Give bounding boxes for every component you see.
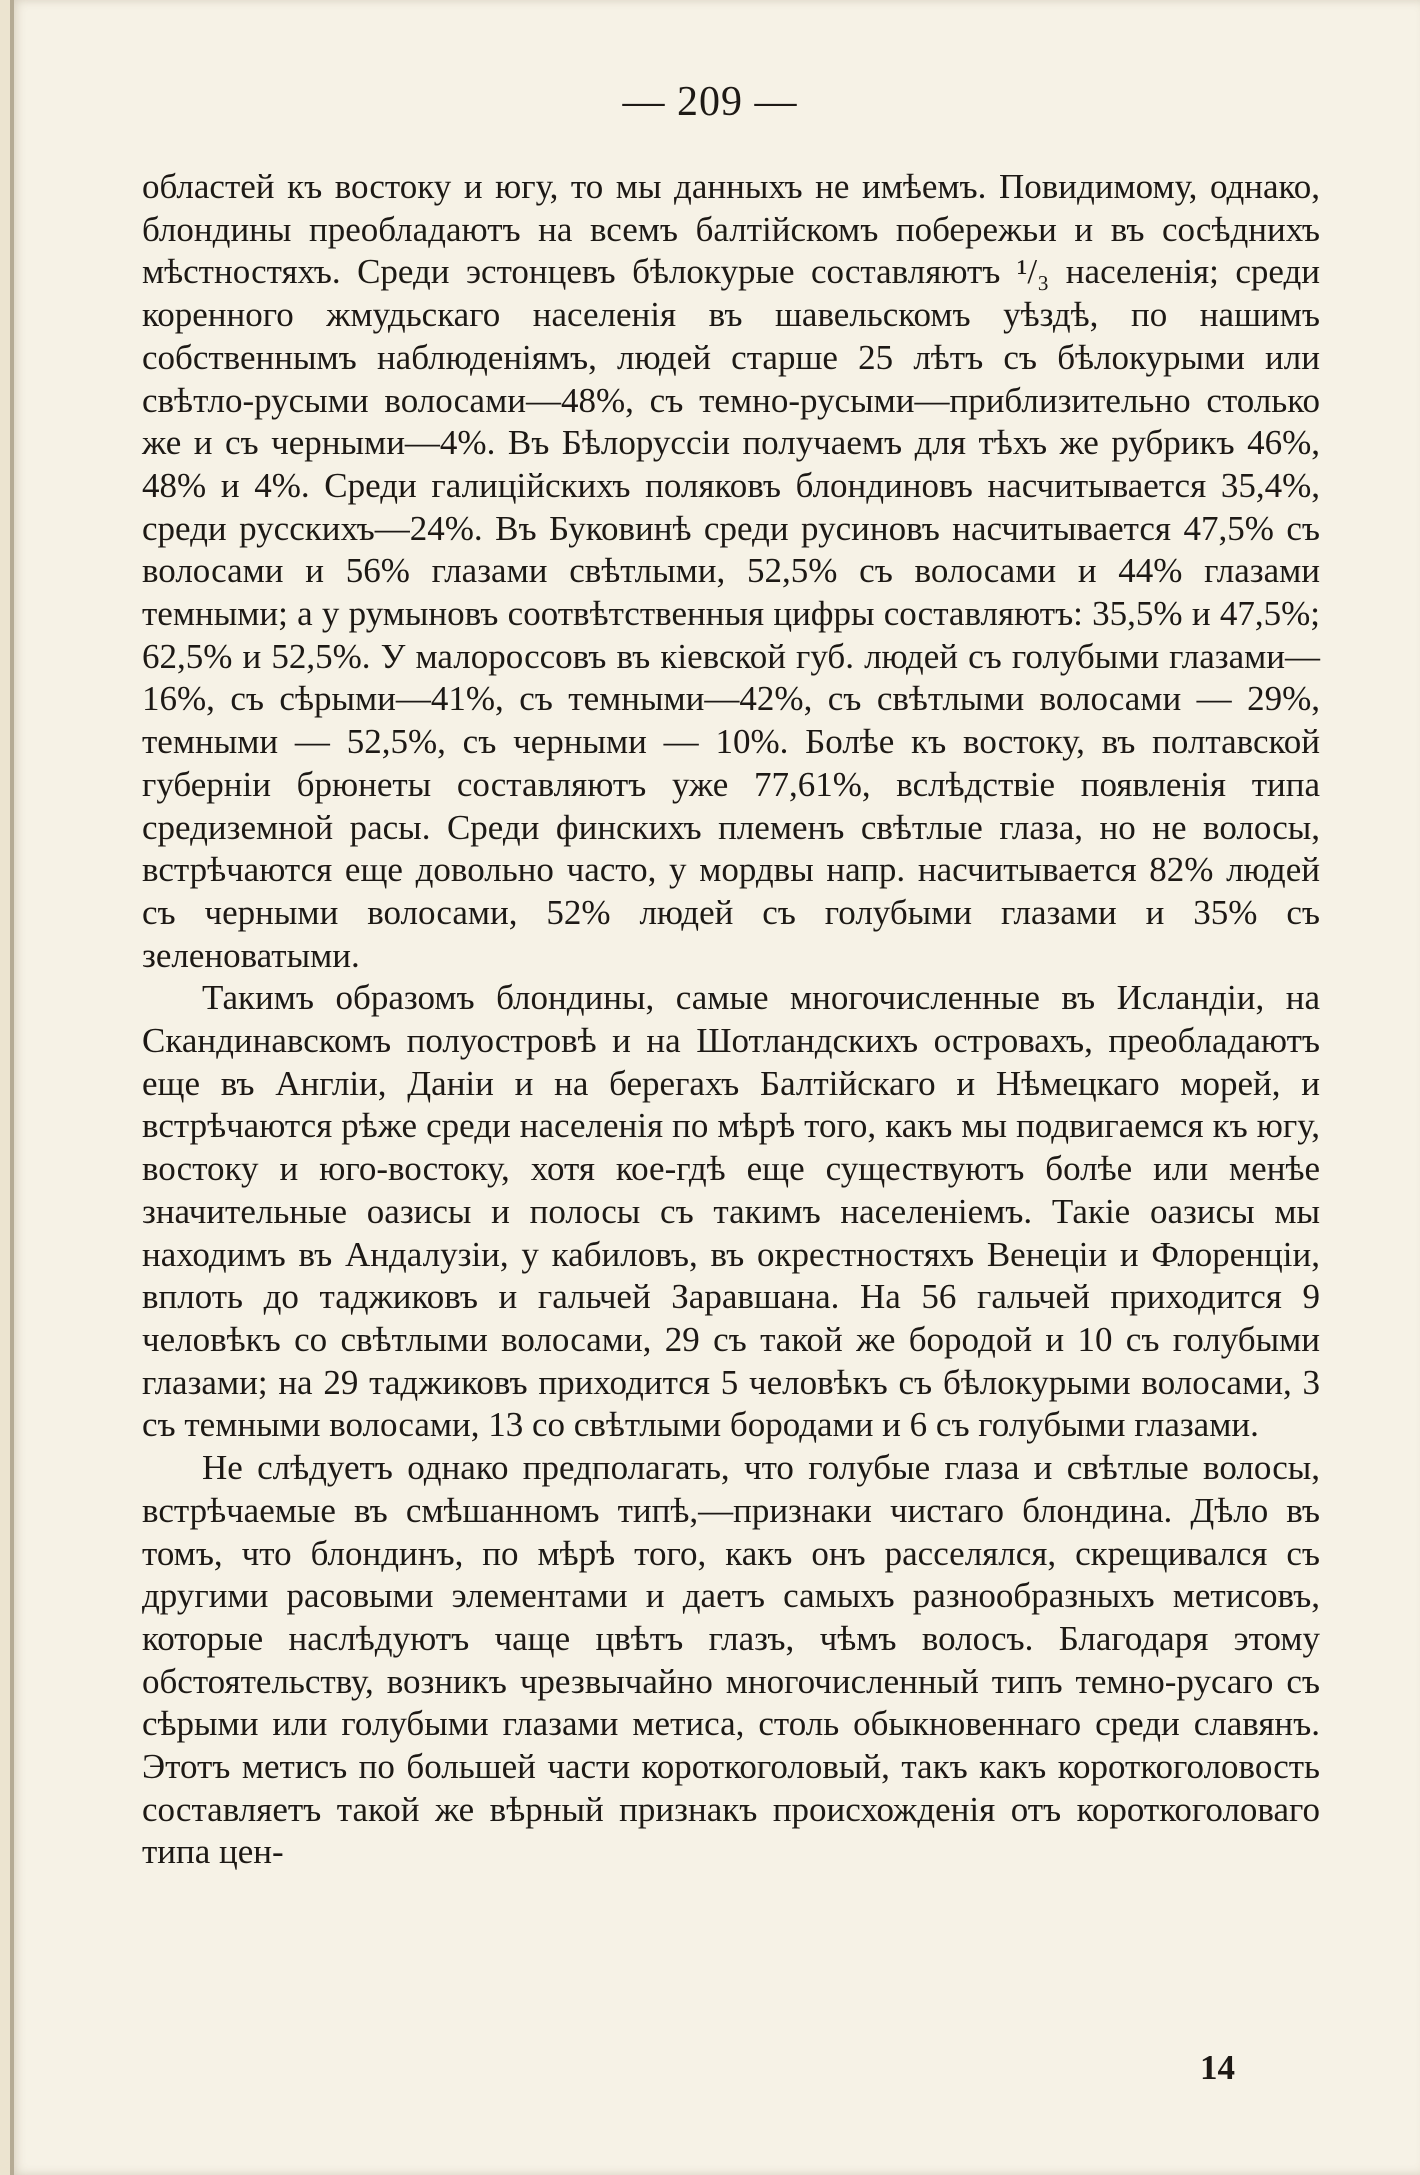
printer-signature: 14	[1200, 2048, 1235, 2087]
paragraph-2: Такимъ образомъ блондины, самые многочисленные въ Исландіи, на Скандинавскомъ полуостровѣ и на Шотландскихъ островахъ, преобладаютъ еще въ Англіи, Даніи и на берегахъ Балтійскаго и Нѣмецкаго морей, и встрѣчаются рѣже среди населенія по мѣрѣ того, какъ мы подвигаемся къ югу, востоку и юго-востоку, хотя кое-гдѣ еще существуютъ болѣе или менѣе значительные оазисы и полосы съ такимъ населеніемъ. Такіе оазисы мы находимъ въ Андалузіи, у кабиловъ, въ окрестностяхъ Венеціи и Флоренціи, вплоть до таджиковъ и гальчей Заравшана. На 56 гальчей приходится 9 человѣкъ со свѣтлыми волосами, 29 съ такой же бородой и 10 съ голубыми глазами; на 29 таджиковъ приходится 5 человѣкъ съ бѣлокурыми волосами, 3 съ темными волосами, 13 со свѣтлыми бородами и 6 съ голубыми глазами.	[142, 978, 1320, 1445]
body-text	[142, 166, 1320, 1874]
page-number: — 209 —	[622, 79, 798, 125]
page-edge-shadow	[10, 0, 14, 2175]
paragraph-1: областей къ востоку и югу, то мы данныхъ не имѣемъ. Повидимому, однако, блондины преобладаютъ на всемъ балтійскомъ побережьи и въ сосѣднихъ мѣстностяхъ. Среди эстонцевъ бѣлокурые составляютъ ¹/₃ населенія; среди коренного жмудьскаго населенія въ шавельскомъ уѣздѣ, по нашимъ собственнымъ наблюденіямъ, людей старше 25 лѣтъ съ бѣлокурыми или свѣтло-русыми волосами—48%, съ темно-русыми—приблизительно столько же и съ черными—4%. Въ Бѣлоруссіи получаемъ для тѣхъ же рубрикъ 46%, 48% и 4%. Среди галиційскихъ поляковъ блондиновъ насчитывается 35,4%, среди русскихъ—24%. Въ Буковинѣ среди русиновъ насчитывается 47,5% съ волосами и 56% глазами свѣтлыми, 52,5% съ волосами и 44% глазами темными; а у румыновъ соотвѣтственныя цифры составляютъ: 35,5% и 47,5%; 62,5% и 52,5%. У малороссовъ въ кіевской губ. людей съ голубыми глазами—16%, съ сѣрыми—41%, съ темными—42%, съ свѣтлыми волосами — 29%, темными — 52,5%, съ черными — 10%. Болѣе къ востоку, въ полтавской губерніи брюнеты составляютъ уже 77,61%, вслѣдствіе появленія типа средиземной расы. Среди финскихъ племенъ свѣтлые глаза, но не волосы, встрѣчаются еще довольно часто, у мордвы напр. насчитывается 82% людей съ черными волосами, 52% людей съ голубыми глазами и 35% съ зеленоватыми.	[142, 167, 1320, 975]
paragraph-3: Не слѣдуетъ однако предполагать, что голубые глаза и свѣтлые волосы, встрѣчаемые въ смѣшанномъ типѣ,—признаки чистаго блондина. Дѣло въ томъ, что блондинъ, по мѣрѣ того, какъ онъ расселялся, скрещивался съ другими расовыми элементами и даетъ самыхъ разнообразныхъ метисовъ, которые наслѣдуютъ чаще цвѣтъ глазъ, чѣмъ волосъ. Благодаря этому обстоятельству, возникъ чрезвычайно многочисленный типъ темно-русаго съ сѣрыми или голубыми глазами метиса, столь обыкновеннаго среди славянъ. Этотъ метисъ по большей части короткоголовый, такъ какъ короткоголовость составляетъ такой же вѣрный признакъ происхожденія отъ короткоголоваго типа цен-	[142, 1448, 1320, 1872]
